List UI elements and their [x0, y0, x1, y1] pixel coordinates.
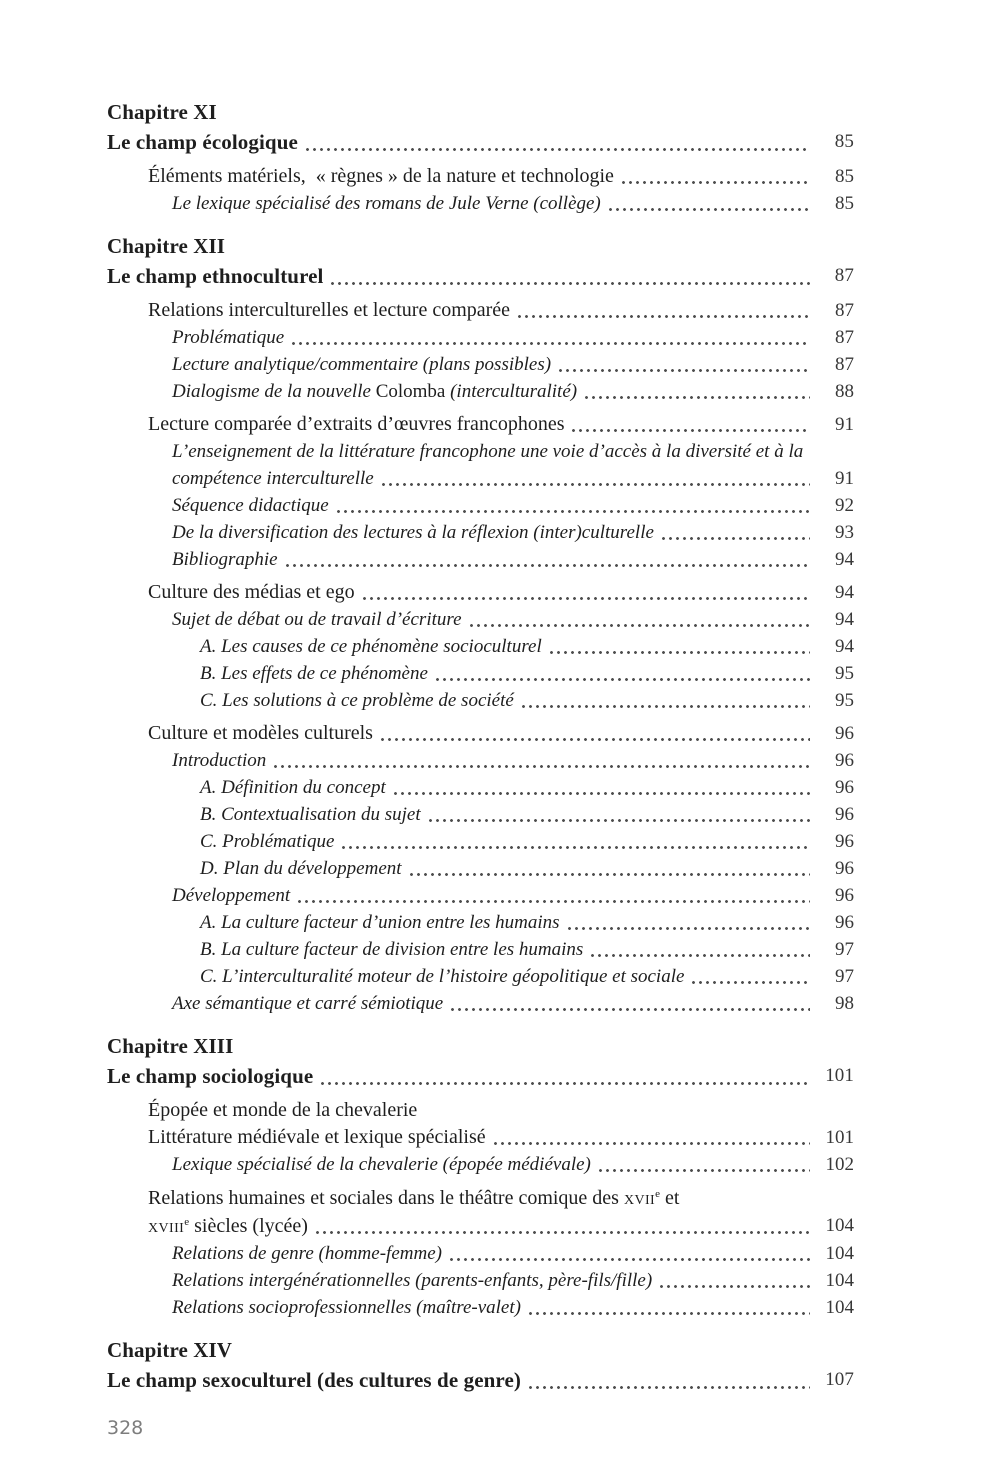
label-italic-part: (interculturalité) [445, 381, 578, 402]
page-number: 85 [835, 166, 854, 187]
superscript-e: e [655, 1188, 661, 1200]
chapter-label-text: Chapitre XI [107, 100, 217, 124]
page-number: 97 [835, 939, 854, 960]
page-number: 91 [835, 414, 854, 435]
toc-entry-line2 [148, 1212, 854, 1240]
page-number: 87 [835, 354, 854, 375]
dot-leader [591, 954, 810, 957]
page-number: 96 [835, 777, 854, 798]
toc-entry [107, 378, 854, 405]
toc-entry-label: Axe sémantique et carré sémiotique [172, 993, 444, 1014]
page-number: 107 [825, 1369, 854, 1390]
toc-entry-label: Sujet de débat ou de travail d’écriture [172, 609, 462, 630]
page-number: 92 [835, 495, 854, 516]
toc-entry [107, 882, 854, 909]
page-number: 96 [835, 831, 854, 852]
dot-leader [529, 1312, 810, 1315]
dot-leader [331, 282, 810, 285]
page-number: 91 [835, 468, 854, 489]
toc-entry-label: Culture des médias et ego [148, 581, 355, 603]
toc-entry-line1: L’enseignement de la littérature francophone une voie d’accès à la diversité et à la [172, 441, 804, 462]
toc-entry [107, 1151, 854, 1178]
toc-entry [107, 1267, 854, 1294]
page-number: 88 [835, 381, 854, 402]
dot-leader [692, 981, 810, 984]
dot-leader [286, 564, 810, 567]
toc-entry-label: D. Plan du développement [200, 858, 402, 879]
toc-entry-label: B. Les effets de ce phénomène [200, 663, 428, 684]
dot-leader [450, 1258, 810, 1261]
toc-entry [107, 774, 854, 801]
toc-entry [107, 579, 854, 606]
chapter-title-text: Le champ écologique [107, 130, 298, 154]
dot-leader [316, 1231, 810, 1234]
page-number: 93 [835, 522, 854, 543]
toc-entry-label: compétence interculturelle [172, 468, 374, 489]
toc-entry-label: A. Définition du concept [200, 777, 386, 798]
toc-entry [107, 546, 854, 573]
page-number: 87 [835, 300, 854, 321]
dot-leader [662, 537, 810, 540]
page-number: 87 [834, 265, 854, 286]
toc-entry [107, 963, 854, 990]
toc-entry [107, 909, 854, 936]
page-number: 104 [825, 1215, 854, 1236]
page-number: 96 [835, 723, 854, 744]
toc-entry [107, 936, 854, 963]
page-number: 96 [835, 750, 854, 771]
page-number: 96 [835, 912, 854, 933]
dot-leader [572, 429, 810, 432]
dot-leader [585, 396, 810, 399]
page-number: 94 [835, 549, 854, 570]
toc-entry-label: Lexique spécialisé de la chevalerie (épopée médiévale) [172, 1154, 591, 1175]
toc-entry [107, 1184, 854, 1240]
page-number: 97 [835, 966, 854, 987]
toc-entry [107, 660, 854, 687]
superscript-e: e [184, 1216, 190, 1228]
page-number: 87 [835, 327, 854, 348]
toc-entry-label: Éléments matériels, « règnes » de la nature et technologie [148, 165, 614, 187]
toc-entry [107, 687, 854, 714]
chapter-title-text: Le champ sociologique [107, 1064, 314, 1088]
toc-entry-label: Relations intergénérationnelles (parents-enfants, père-fils/fille) [172, 1270, 653, 1291]
page-number: 95 [835, 690, 854, 711]
toc-entry [107, 492, 854, 519]
toc-chapter-title [107, 127, 854, 157]
toc-entry [107, 1097, 854, 1124]
toc-entry-label: Lecture analytique/commentaire (plans possibles) [172, 354, 552, 375]
smallcaps-numeral: xvii [623, 1187, 656, 1209]
toc-entry-label: Relations socioprofessionnelles (maître-valet) [172, 1297, 521, 1318]
toc-entry-label: Relations interculturelles et lecture comparée [148, 299, 511, 321]
toc-entry-label: B. La culture facteur de division entre les humains [200, 939, 584, 960]
toc-chapter-title [107, 261, 854, 291]
dot-leader [522, 705, 810, 708]
page-number: 102 [825, 1154, 854, 1175]
toc-entry-label: De la diversification des lectures à la réflexion (inter)culturelle [172, 522, 654, 543]
dot-leader [298, 900, 810, 903]
dot-leader [382, 483, 810, 486]
label-text-part: et [660, 1187, 680, 1209]
toc-entry-label: Lecture comparée d’extraits d’œuvres francophones [148, 413, 565, 435]
page-number: 96 [835, 804, 854, 825]
dot-leader [529, 1386, 810, 1389]
toc-chapter-label [107, 1031, 854, 1061]
dot-leader [568, 927, 810, 930]
page-number: 104 [825, 1297, 854, 1318]
dot-leader [609, 208, 810, 211]
dot-leader [599, 1169, 810, 1172]
toc-entry [107, 297, 854, 324]
dot-leader [494, 1142, 810, 1145]
dot-leader [436, 678, 810, 681]
toc-entry-label: Problématique [172, 327, 285, 348]
dot-leader [622, 181, 810, 184]
dot-leader [363, 597, 810, 600]
toc-entry [107, 720, 854, 747]
page-number: 104 [825, 1243, 854, 1264]
toc-chapter-label [107, 1335, 854, 1365]
dot-leader [410, 873, 810, 876]
chapter-title-text: Le champ ethnoculturel [107, 264, 324, 288]
toc-entry-label [148, 1212, 308, 1240]
toc-entry-label: C. Les solutions à ce problème de société [200, 690, 514, 711]
dot-leader [342, 846, 810, 849]
toc-entry [107, 633, 854, 660]
toc-entry-line2 [172, 465, 854, 492]
toc-chapter-label [107, 231, 854, 261]
toc-entry [107, 519, 854, 546]
page-number: 98 [835, 993, 854, 1014]
page-number: 85 [834, 131, 854, 152]
dot-leader [306, 148, 810, 151]
toc-entry-label: A. Les causes de ce phénomène socioculturel [200, 636, 542, 657]
toc-entry-label: Séquence didactique [172, 495, 329, 516]
footer-page-number: 328 [107, 1417, 144, 1439]
dot-leader [550, 651, 810, 654]
toc-entry-label: Introduction [172, 750, 267, 771]
toc-entry-label: Développement [172, 885, 291, 906]
toc-entry [107, 411, 854, 438]
page-number: 94 [835, 609, 854, 630]
page-number: 104 [825, 1270, 854, 1291]
smallcaps-numeral: xviii [148, 1215, 185, 1237]
dot-leader [451, 1008, 810, 1011]
toc-chapter-title [107, 1061, 854, 1091]
toc-entry-label: Culture et modèles culturels [148, 722, 373, 744]
toc-entry [107, 1294, 854, 1321]
dot-leader [381, 738, 810, 741]
page-number: 85 [835, 193, 854, 214]
toc-entry-label: Bibliographie [172, 549, 278, 570]
dot-leader [470, 624, 811, 627]
toc-entry-label: Relations de genre (homme-femme) [172, 1243, 442, 1264]
label-roman-part: Colomba [375, 381, 446, 402]
toc-entry [107, 855, 854, 882]
toc-entry-line1 [148, 1184, 854, 1212]
toc-entry-label: A. La culture facteur d’union entre les humains [200, 912, 560, 933]
dot-leader [292, 342, 810, 345]
toc-entry [107, 990, 854, 1017]
toc-entry-label [172, 378, 577, 405]
page-number: 94 [835, 582, 854, 603]
toc-entry [107, 438, 854, 492]
dot-leader [274, 765, 810, 768]
chapter-label-text: Chapitre XIII [107, 1034, 234, 1058]
toc-entry-label: Épopée et monde de la chevalerie [148, 1099, 418, 1121]
page-number: 96 [835, 858, 854, 879]
toc-entry [107, 1240, 854, 1267]
toc-chapter-label [107, 97, 854, 127]
toc-entry [107, 747, 854, 774]
toc-entry [107, 351, 854, 378]
label-italic-part: Dialogisme de la nouvelle [172, 381, 376, 402]
chapter-title-text: Le champ sexoculturel (des cultures de genre) [107, 1368, 521, 1392]
page-number: 96 [835, 885, 854, 906]
toc-entry [107, 801, 854, 828]
label-text-part: siècles (lycée) [189, 1215, 308, 1237]
dot-leader [337, 510, 810, 513]
page-number: 95 [835, 663, 854, 684]
dot-leader [394, 792, 810, 795]
toc-entry-label: C. L’interculturalité moteur de l’histoire géopolitique et sociale [200, 966, 685, 987]
toc-entry [107, 828, 854, 855]
toc-entry [107, 163, 854, 190]
toc-entry [107, 1124, 854, 1151]
chapter-label-text: Chapitre XII [107, 234, 226, 258]
chapter-label-text: Chapitre XIV [107, 1338, 233, 1362]
toc-entry-label: C. Problématique [200, 831, 335, 852]
dot-leader [429, 819, 810, 822]
dot-leader [559, 369, 810, 372]
page-number: 94 [835, 636, 854, 657]
toc-chapter-title [107, 1365, 854, 1395]
toc-entry-label: Littérature médiévale et lexique spécialisé [148, 1126, 486, 1148]
toc-entry-label: Le lexique spécialisé des romans de Jule Verne (collège) [172, 193, 601, 214]
table-of-contents [107, 97, 854, 1395]
toc-entry [107, 324, 854, 351]
toc-entry-label: B. Contextualisation du sujet [200, 804, 421, 825]
label-text-part: Relations humaines et sociales dans le théâtre comique des [148, 1187, 624, 1209]
dot-leader [321, 1082, 810, 1085]
page-number: 101 [825, 1065, 854, 1086]
dot-leader [518, 315, 810, 318]
page-number: 101 [825, 1127, 854, 1148]
dot-leader [660, 1285, 810, 1288]
toc-entry [107, 190, 854, 217]
toc-entry [107, 606, 854, 633]
